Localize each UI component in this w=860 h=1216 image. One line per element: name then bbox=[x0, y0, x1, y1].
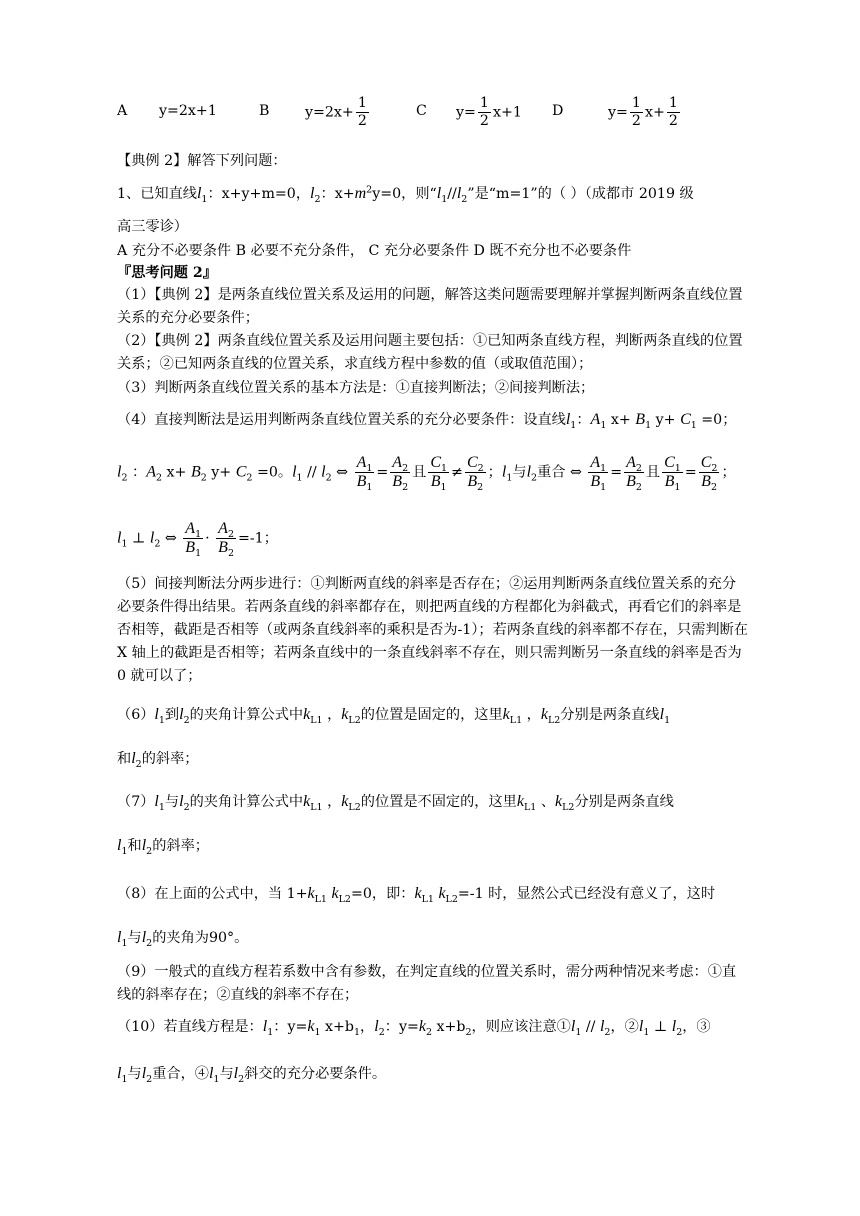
option-d-expr: y= $\frac{1}{2}$ x+ $\frac{1}{2}$ bbox=[608, 95, 678, 129]
think-point-9: （9）一般式的直线方程若系数中含有参数，在判定直线的位置关系时，需分两种情况来考虑：①直线的斜率存在；②直线的斜率不存在； bbox=[117, 964, 737, 1003]
think-point-8: （8）在上面的公式中，当 $1+k_{L1}$ $k_{L2}=0$，即：$k_{L1}$ $k_{L2}=-1$ 时，显然公式已经没有意义了，这时 bbox=[117, 885, 716, 905]
option-b: B bbox=[259, 103, 270, 119]
think-point-10: （10）若直线方程是：$l_1$：$y=k_1$ $x+b_1$，$l_2$：$y=k_2$ $x+b_2$，则应该注意$①l_1 // l_2$，$②l_1$ ⊥ $l_2$，③ bbox=[117, 1018, 711, 1038]
example-question-1: 1、已知直线$l_1$：x+y+m=0，$l_2$：$x+m^2y=0$，则“$l_1//l_2$”是“m=1”的（ ）（成都市 2019 级 bbox=[117, 184, 694, 205]
think-point-4-perpendicular: $l_1$ ⊥ $l_2$ ⇔ $\frac{A_1}{B_1}$ · $\frac{A_2}{B_2}$ =-1； bbox=[117, 520, 278, 559]
think-point-7: $(7)l_1$与$l_2$的夹角计算公式中$k_{L1}$ ，$k_{L2}$的位置是不固定的，这里$k_{L1}$ 、$k_{L2}$分别是两条直线 bbox=[117, 793, 674, 813]
think-point-5: （5）间接判断法分两步进行：①判断两直线的斜率是否存在；②运用判断两条直线位置关系的充分必要条件得出结果。若两条直线的斜率都存在，则把两直线的方程都化为斜截式，再看它们的斜率是否相等，截距是否相等（或两条直线斜率的乘积是否为-1）；若两条直线的斜率都不存在，只需判断在 X 轴上的截距是否相等；若两条直线中的一条直线斜率不存在，则只需判断另一条直线的斜率是否为 0 就可以了； bbox=[117, 576, 748, 684]
think-point-3: （3）判断两条直线位置关系的基本方法是：①直接判断法；②间接判断法； bbox=[117, 380, 595, 396]
option-c-expr: y= $\frac{1}{2}$ x+1 bbox=[456, 95, 522, 129]
option-a-expr: y=2x+1 bbox=[159, 103, 217, 119]
example-choices: A 充分不必要条件 B 必要不充分条件， C 充分必要条件 D 既不充分也不必要条件 bbox=[117, 243, 632, 259]
think-heading: 『思考问题 2』 bbox=[117, 265, 217, 281]
option-b-expr: y=2x+ $\frac{1}{2}$ bbox=[305, 95, 367, 129]
think-point-2: （2）【典例 2】两条直线位置关系及运用问题主要包括：①已知两条直线方程，判断两条直线的位置关系；②已知两条直线的位置关系，求直线方程中参数的值（或取值范围）； bbox=[117, 333, 743, 372]
think-point-10-cont: $l_1$与$l_2$重合，$④l_1$与$l_2$斜交的充分必要条件。 bbox=[117, 1065, 387, 1085]
think-point-8-cont: $l_1$与$l_2$的夹角为90°。 bbox=[117, 929, 249, 949]
option-a: A bbox=[117, 103, 128, 119]
think-point-4-parallel: $l_2$ ：$A_2$ $x+ B_2$ $y+ C_2 =0$。$l_1 // l_2$ ⇔ $\frac{A_1}{B_1}$ = $\frac{A_2}{B_2}$ 且 $\frac{C_1}{B_1}$ ≠ $\frac{C_2}{B_2}$ ；$l_1$与$l_2$重合 ⇔ $\frac{A_1}{B_1}$ = $\frac{A_2}{B_2}$ 且 $\frac{C_1}{B_1}$ = $\frac{C_2}{B_2}$ ； bbox=[117, 454, 736, 493]
think-point-7-cont: $l_1$和$l_2$的斜率； bbox=[117, 837, 209, 857]
think-point-6: $(6)l_1$到$l_2$的夹角计算公式中$k_{L1}$ ，$k_{L2}$的位置是固定的，这里$k_{L1}$ ，$k_{L2}$分别是两条直线$l_1$ bbox=[117, 706, 671, 726]
example-question-1-cont: 高三零诊） bbox=[117, 219, 188, 235]
example-heading: 【典例 2】解答下列问题： bbox=[117, 153, 287, 169]
think-point-6-cont: 和$l_2$的斜率； bbox=[117, 750, 199, 770]
think-point-4: （4）直接判断法是运用判断两条直线位置关系的充分必要条件：设直线$l_1$：$A_1$ $x+ B_1$ $y+ C_1 =0$； bbox=[117, 411, 737, 431]
option-c: C bbox=[416, 103, 427, 119]
think-point-1: （1）【典例 2】是两条直线位置关系及运用的问题，解答这类问题需要理解并掌握判断两条直线位置关系的充分必要条件； bbox=[117, 287, 743, 326]
option-d: D bbox=[552, 103, 564, 119]
